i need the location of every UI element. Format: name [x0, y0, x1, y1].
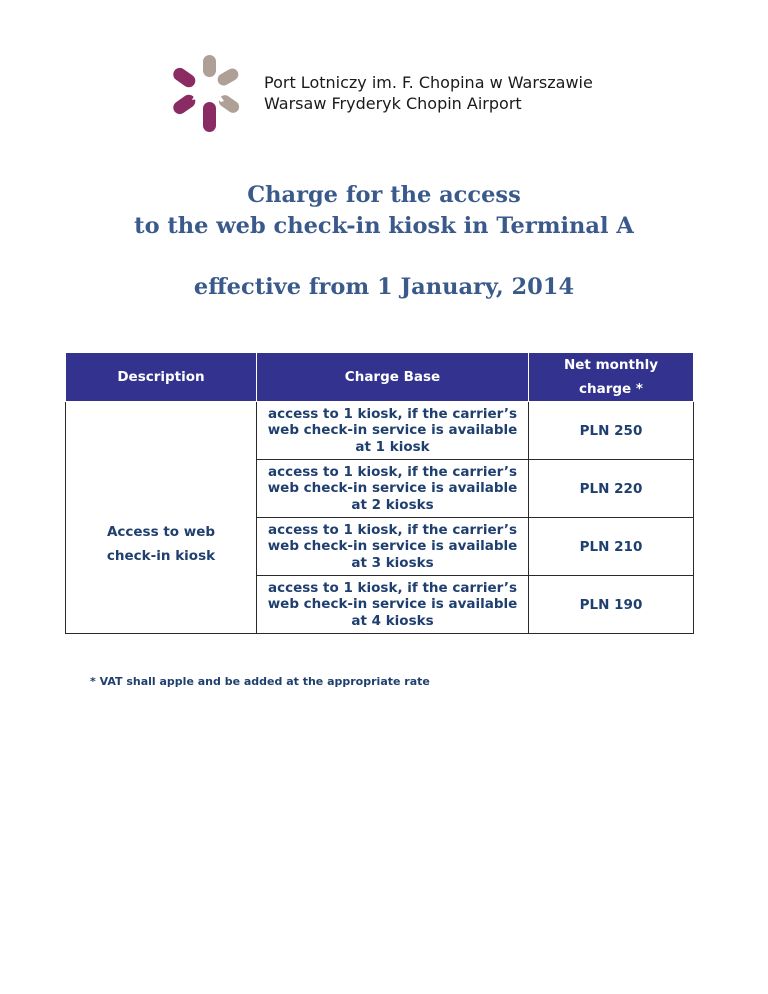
- description-text: [107, 520, 215, 568]
- logo-petal-upper-left: [171, 65, 198, 89]
- charges-table: [65, 352, 694, 634]
- charge-base-line-3: at 3 kiosks: [351, 554, 434, 571]
- airport-name: [264, 72, 593, 114]
- charge-base-line-2: web check-in service is available: [267, 480, 518, 497]
- airport-name-english: Warsaw Fryderyk Chopin Airport: [264, 94, 522, 113]
- description-line-2: check-in kiosk: [106, 547, 216, 564]
- logo-petal-upper-right: [215, 66, 240, 87]
- description-cell: [66, 402, 257, 634]
- table-header-row: [66, 353, 694, 402]
- header-net-line-1: Net monthly: [563, 357, 659, 373]
- charge-base-line-1: access to 1 kiosk, if the carrier’s: [267, 405, 517, 422]
- charge-base-line-2: web check-in service is available: [267, 538, 518, 555]
- airport-name-polish: Port Lotniczy im. F. Chopina w Warszawie: [264, 73, 593, 92]
- charge-base-cell: [257, 518, 529, 576]
- charge-base-line-1: access to 1 kiosk, if the carrier’s: [267, 463, 517, 480]
- charge-base-line-2: web check-in service is available: [267, 596, 518, 613]
- charge-base-line-1: access to 1 kiosk, if the carrier’s: [267, 579, 517, 596]
- header-description: Description: [66, 353, 257, 402]
- charge-base-cell: [257, 460, 529, 518]
- vat-footnote: * VAT shall apple and be added at the appropriate rate: [90, 675, 430, 688]
- document-title-line-1: Charge for the access: [247, 182, 521, 208]
- charge-base-line-1: access to 1 kiosk, if the carrier’s: [267, 521, 517, 538]
- logo-petal-bottom: [203, 102, 216, 132]
- table-row: [66, 402, 694, 460]
- airport-logo-icon: [168, 52, 250, 134]
- header-net-line-2: charge *: [579, 381, 643, 397]
- logo-petal-lower-left: [171, 92, 198, 116]
- header: [168, 52, 628, 134]
- document-title-line-2: to the web check-in kiosk in Terminal A: [134, 213, 634, 239]
- charge-base-cell: [257, 576, 529, 634]
- charge-base-line-3: at 2 kiosks: [351, 496, 434, 513]
- charge-base-cell: [257, 402, 529, 460]
- charge-base-line-3: at 4 kiosks: [351, 612, 434, 629]
- charge-amount-cell: PLN 190: [529, 576, 694, 634]
- header-net-monthly-charge: [529, 353, 694, 402]
- description-line-1: Access to web: [106, 523, 216, 540]
- logo-petal-top: [203, 55, 216, 77]
- charge-amount-cell: PLN 250: [529, 402, 694, 460]
- charge-base-line-2: web check-in service is available: [267, 422, 518, 439]
- charge-amount-cell: PLN 210: [529, 518, 694, 576]
- header-charge-base: Charge Base: [257, 353, 529, 402]
- charge-amount-cell: PLN 220: [529, 460, 694, 518]
- charge-base-line-3: at 1 kiosk: [355, 438, 430, 455]
- logo-plane-icon: [192, 86, 224, 102]
- effective-date: effective from 1 January, 2014: [193, 274, 575, 300]
